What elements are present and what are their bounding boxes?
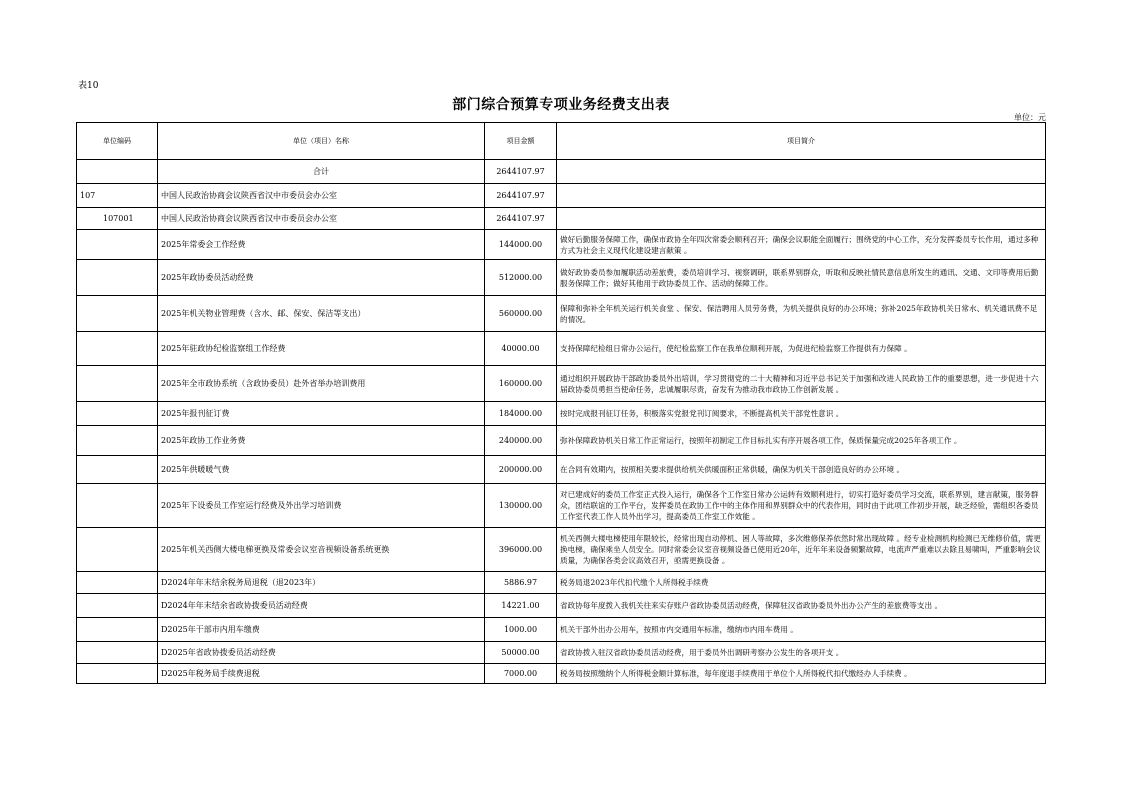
description-cell: 做好后勤服务保障工作，确保市政协全年四次常委会顺利召开；确保会议职能全面履行；围绕党的中心工作，充分发挥委员专长作用，通过多种方式为社会主义现代化建设建言献策 。: [557, 230, 1046, 260]
description-cell: 做好政协委员参加履职活动差旅费，委员培训学习、视察调研，联系界别群众，听取和反映社情民意信息所发生的通讯、交通、文印等费用后勤服务保障工作；做好其他用于政协委员工作、活动的保障工作。: [557, 260, 1046, 296]
project-name-cell: 2025年机关西侧大楼电梯更换及常委会议室音视频设备系统更换: [158, 528, 485, 572]
project-name-cell: 合计: [158, 160, 485, 184]
amount-cell: 2644107.97: [485, 160, 557, 184]
unit-label: 单位：元: [1014, 113, 1046, 122]
amount-cell: 14221.00: [485, 594, 557, 618]
unit-code-cell: [77, 366, 158, 402]
amount-cell: 240000.00: [485, 426, 557, 456]
amount-cell: 50000.00: [485, 642, 557, 664]
description-cell: 税务局按照缴纳个人所得税金额计算标准，每年度退手续费用于单位个人所得税代扣代缴经办人手续费 。: [557, 664, 1046, 684]
unit-code-cell: [77, 402, 158, 426]
column-header-description: 项目简介: [557, 123, 1046, 160]
amount-cell: 5886.97: [485, 572, 557, 594]
unit-code-cell: [77, 618, 158, 642]
unit-code-cell: [77, 456, 158, 484]
column-header-name: 单位（项目）名称: [158, 123, 485, 160]
amount-cell: 184000.00: [485, 402, 557, 426]
unit-code-cell: [77, 642, 158, 664]
description-cell: 保障和弥补全年机关运行机关食堂 、保安、保洁聘用人员劳务费，为机关提供良好的办公环境；弥补2025年政协机关日常水、机关通讯费不足的情况。: [557, 296, 1046, 332]
project-name-cell: 2025年政协工作业务费: [158, 426, 485, 456]
table-row: [77, 456, 1046, 484]
project-name-cell: 2025年全市政协系统（含政协委员）赴外省举办培训费用: [158, 366, 485, 402]
unit-code-cell: [77, 296, 158, 332]
description-cell: 机关干部外出办公用车，按照市内交通用车标准，缴纳市内用车费用 。: [557, 618, 1046, 642]
project-name-cell: D2025年税务局手续费退税: [158, 664, 485, 684]
unit-code-cell: 107: [77, 184, 158, 208]
unit-code-cell: 107001: [77, 208, 158, 230]
table-row: [77, 184, 1046, 208]
project-name-cell: 中国人民政治协商会议陕西省汉中市委员会办公室: [158, 208, 485, 230]
table-number: 表10: [78, 81, 99, 91]
table-row: [77, 208, 1046, 230]
table-row: [77, 642, 1046, 664]
project-name-cell: 2025年常委会工作经费: [158, 230, 485, 260]
project-name-cell: 2025年供暖暖气费: [158, 456, 485, 484]
description-cell: 省政协每年度拨入我机关往来实存账户省政协委员活动经费，保障驻汉省政协委员外出办公产生的差旅费等支出 。: [557, 594, 1046, 618]
unit-code-cell: [77, 230, 158, 260]
document-title: 部门综合预算专项业务经费支出表: [452, 97, 670, 113]
amount-cell: 200000.00: [485, 456, 557, 484]
project-name-cell: D2025年干部市内用车缴费: [158, 618, 485, 642]
description-cell: 按时完成报刊征订任务，积极落实党报党刊订阅要求，不断提高机关干部党性意识 。: [557, 402, 1046, 426]
table-row: [77, 366, 1046, 402]
table-row: [77, 594, 1046, 618]
description-cell: [557, 208, 1046, 230]
project-name-cell: 2025年政协委员活动经费: [158, 260, 485, 296]
column-header-code: 单位编码: [77, 123, 158, 160]
table-row: [77, 664, 1046, 684]
unit-code-cell: [77, 484, 158, 528]
amount-cell: 512000.00: [485, 260, 557, 296]
amount-cell: 130000.00: [485, 484, 557, 528]
project-name-cell: 2025年下设委员工作室运行经费及外出学习培训费: [158, 484, 485, 528]
description-cell: 省政协拨入驻汉省政协委员活动经费，用于委员外出调研考察办公发生的各项开支 。: [557, 642, 1046, 664]
amount-cell: 560000.00: [485, 296, 557, 332]
description-cell: 弥补保障政协机关日常工作正常运行，按照年初制定工作目标扎实有序开展各项工作，保质保量完成2025年各项工作 。: [557, 426, 1046, 456]
table-row: [77, 426, 1046, 456]
description-cell: [557, 184, 1046, 208]
unit-code-cell: [77, 426, 158, 456]
column-header-amount: 项目金额: [485, 123, 557, 160]
amount-cell: 160000.00: [485, 366, 557, 402]
amount-cell: 144000.00: [485, 230, 557, 260]
project-name-cell: 2025年报刊征订费: [158, 402, 485, 426]
table-header-row: [77, 123, 1046, 160]
project-name-cell: D2024年年末结余税务局退税（退2023年）: [158, 572, 485, 594]
project-name-cell: D2025年省政协拨委员活动经费: [158, 642, 485, 664]
description-cell: [557, 160, 1046, 184]
amount-cell: 2644107.97: [485, 208, 557, 230]
table-row: [77, 332, 1046, 366]
unit-code-cell: [77, 572, 158, 594]
unit-code-cell: [77, 332, 158, 366]
budget-table: [76, 122, 1046, 684]
table-row: [77, 618, 1046, 642]
description-cell: 机关西侧大楼电梯使用年限较长，经常出现自动停机、困人等故障，多次维修保养依然时常出现故障 。经专业检测机构检测已无维修价值，需更换电梯，确保乘坐人员安全。同时常委会议室音视频设备已使用近20年，近年年来设备频繁故障，电流声严重难以去除且易啸叫，严重影响会议质量，为确保各类会议高效召开，亟需更换设备 。: [557, 528, 1046, 572]
project-name-cell: 2025年机关物业管理费（含水、邮、保安、保洁等支出）: [158, 296, 485, 332]
description-cell: 支持保障纪检组日常办公运行，使纪检监察工作在我单位顺利开展，为促进纪检监察工作提供有力保障 。: [557, 332, 1046, 366]
unit-code-cell: [77, 528, 158, 572]
amount-cell: 1000.00: [485, 618, 557, 642]
unit-code-cell: [77, 160, 158, 184]
description-cell: 通过组织开展政协干部政协委员外出培训，学习贯彻党的二十大精神和习近平总书记关于加强和改进人民政协工作的重要思想，进一步促进十六届政协委员勇担当使命任务，忠诚履职尽责，奋发有为推动我市政协工作创新发展 。: [557, 366, 1046, 402]
amount-cell: 40000.00: [485, 332, 557, 366]
unit-code-cell: [77, 594, 158, 618]
amount-cell: 2644107.97: [485, 184, 557, 208]
amount-cell: 7000.00: [485, 664, 557, 684]
description-cell: 对已建成好的委员工作室正式投入运行，确保各个工作室日常办公运转有效顺利进行，切实打造好委员学习交流，联系界别，建言献策，服务群众，团结联谊的工作平台，发挥委员在政协工作中的主体作用和界别群众中的代表作用，同时由于此项工作初步开展，缺乏经验，需组织各委员工作室代表工作人员外出学习，提高委员工作室工作效能 。: [557, 484, 1046, 528]
table-row: [77, 572, 1046, 594]
table-row: [77, 484, 1046, 528]
table-row: [77, 160, 1046, 184]
table-row: [77, 296, 1046, 332]
project-name-cell: D2024年年末结余省政协拨委员活动经费: [158, 594, 485, 618]
unit-code-cell: [77, 664, 158, 684]
table-row: [77, 528, 1046, 572]
description-cell: 税务局退2023年代扣代缴个人所得税手续费: [557, 572, 1046, 594]
table-row: [77, 230, 1046, 260]
amount-cell: 396000.00: [485, 528, 557, 572]
project-name-cell: 2025年驻政协纪检监察组工作经费: [158, 332, 485, 366]
project-name-cell: 中国人民政治协商会议陕西省汉中市委员会办公室: [158, 184, 485, 208]
unit-code-cell: [77, 260, 158, 296]
description-cell: 在合同有效期内，按照相关要求提供给机关供暖面积正常供暖，确保为机关干部创造良好的办公环境 。: [557, 456, 1046, 484]
table-row: [77, 402, 1046, 426]
table-row: [77, 260, 1046, 296]
